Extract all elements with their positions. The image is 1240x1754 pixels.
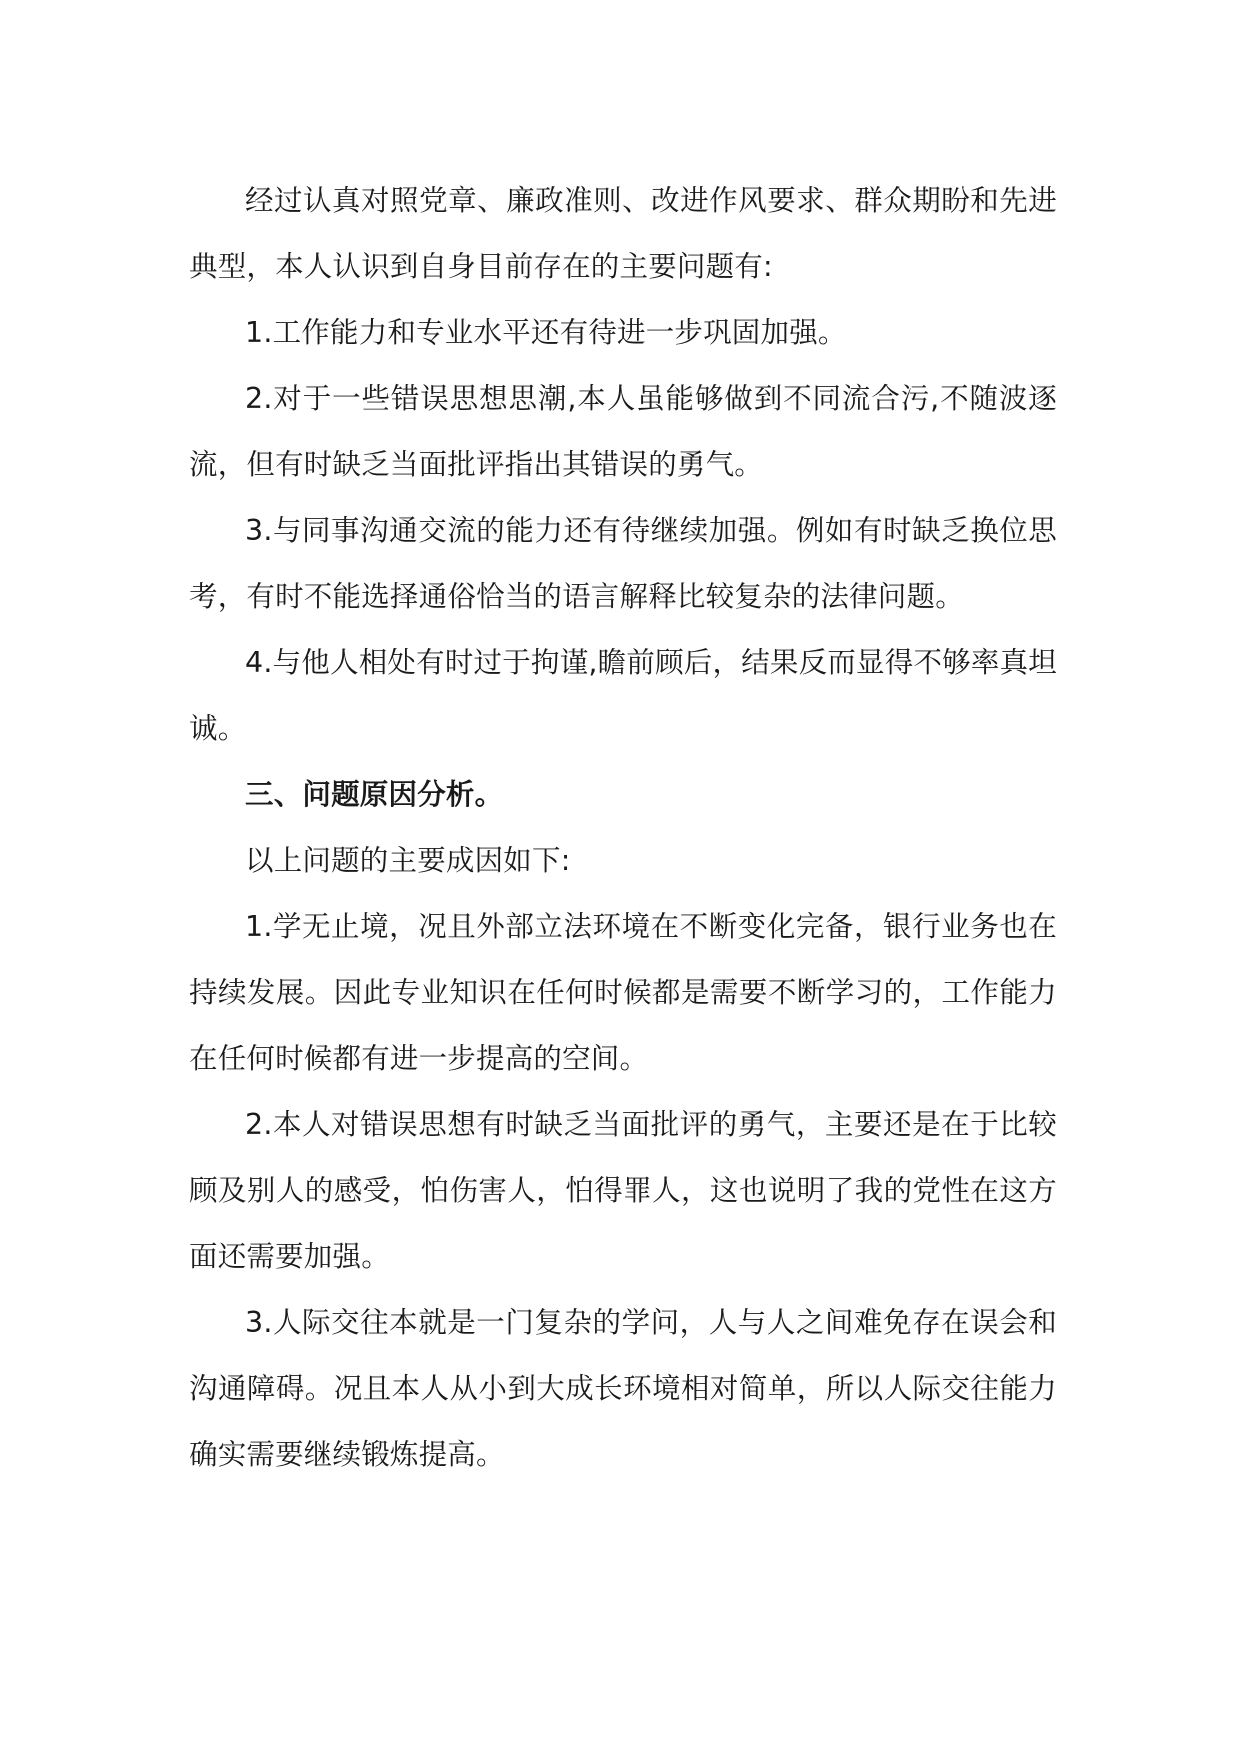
paragraph-cause-1: 1.学无止境，况且外部立法环境在不断变化完备，银行业务也在持续发展。因此专业知识在任何时候都是需要不断学习的，工作能力在任何时候都有进一步提高的空间。 [189,910,1057,1075]
paragraph-intro: 经过认真对照党章、廉政准则、改进作风要求、群众期盼和先进典型，本人认识到自身目前存在的主要问题有: [189,184,1057,283]
paragraph-cause-3: 3.人际交往本就是一门复杂的学问，人与人之间难免存在误会和沟通障碍。况且本人从小到大成长环境相对简单，所以人际交往能力确实需要继续锻炼提高。 [189,1306,1057,1471]
paragraph-cause-2: 2.本人对错误思想有时缺乏当面批评的勇气，主要还是在于比较顾及别人的感受，怕伤害人，怕得罪人，这也说明了我的党性在这方面还需要加强。 [189,1108,1057,1273]
paragraph-cause-intro: 以上问题的主要成因如下: [245,844,571,877]
paragraph-problem-3: 3.与同事沟通交流的能力还有待继续加强。例如有时缺乏换位思考，有时不能选择通俗恰当的语言解释比较复杂的法律问题。 [189,514,1057,613]
document-body [189,168,1057,1488]
paragraph-problem-1: 1.工作能力和专业水平还有待进一步巩固加强。 [245,316,847,349]
paragraph-problem-4: 4.与他人相处有时过于拘谨,瞻前顾后，结果反而显得不够率真坦诚。 [189,646,1057,745]
paragraph-problem-2: 2.对于一些错误思想思潮,本人虽能够做到不同流合污,不随波逐流，但有时缺乏当面批评指出其错误的勇气。 [189,382,1057,481]
section-heading-cause-analysis: 三、问题原因分析。 [245,778,504,811]
